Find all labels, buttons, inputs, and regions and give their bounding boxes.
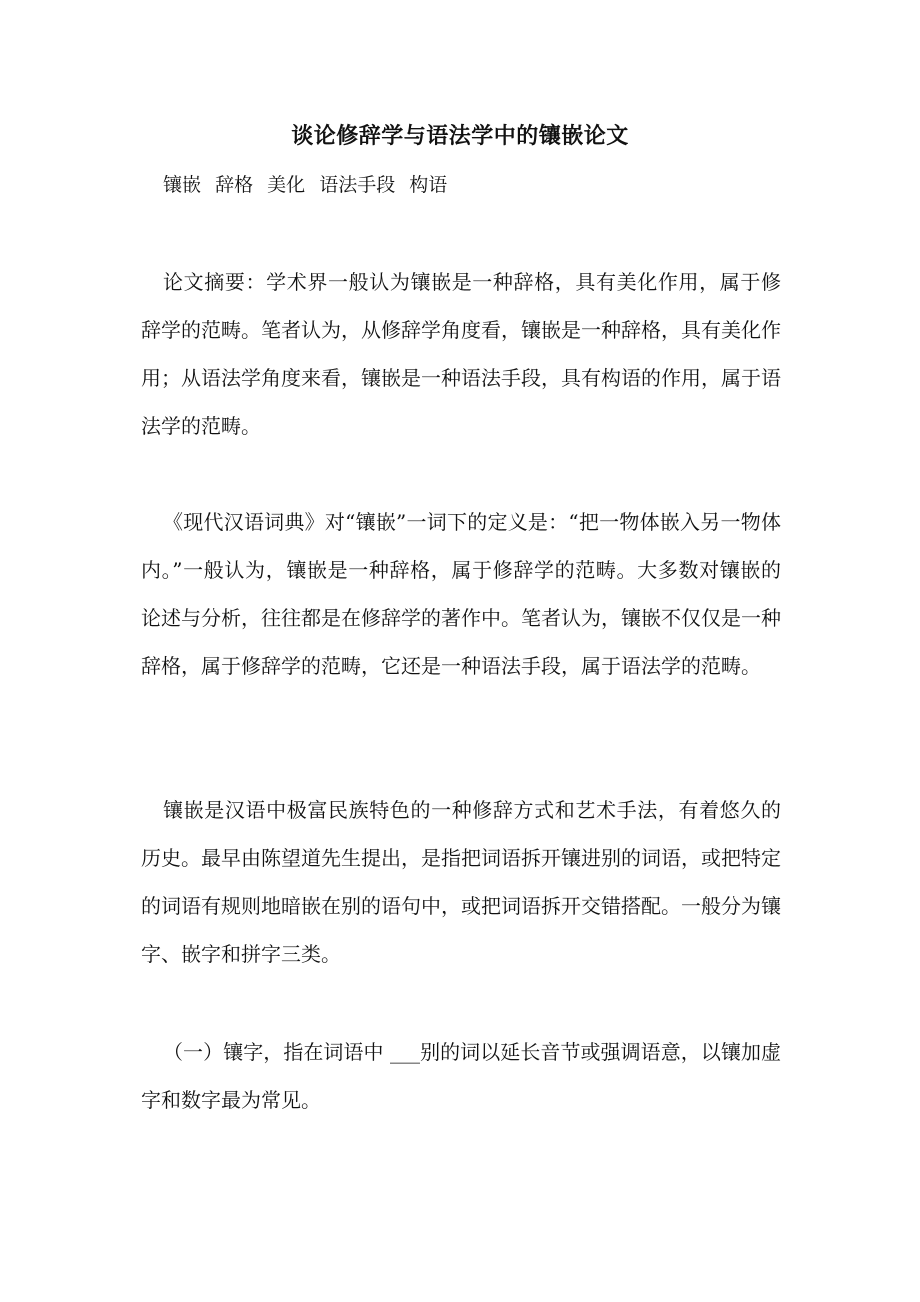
keyword: 辞格 — [215, 174, 254, 196]
section-one-paragraph: （一）镶字，指在词语中 ___别的词以延长音节或强调语意，以镶加虚字和数字最为常见。 — [141, 1040, 781, 1112]
history-paragraph: 镶嵌是汉语中极富民族特色的一种修辞方式和艺术手法，有着悠久的历史。最早由陈望道先生提出，是指把词语拆开镶进别的词语，或把特定的词语有规则地暗嵌在别的语句中，或把词语拆开交错搭配。一般分为镶字、嵌字和拼字三类。 — [141, 798, 781, 966]
keyword: 美化 — [267, 174, 306, 196]
abstract-paragraph: 论文摘要：学术界一般认为镶嵌是一种辞格，具有美化作用，属于修辞学的范畴。笔者认为，从修辞学角度看，镶嵌是一种辞格，具有美化作用；从语法学角度来看，镶嵌是一种语法手段，具有构语的作用，属于语法学的范畴。 — [141, 270, 781, 438]
document-title: 谈论修辞学与语法学中的镶嵌论文 — [291, 123, 629, 149]
keyword: 语法手段 — [319, 174, 396, 196]
keywords-line — [163, 170, 455, 200]
keyword: 构语 — [409, 174, 448, 196]
keyword: 镶嵌 — [163, 174, 202, 196]
definition-paragraph: 《现代汉语词典》对“镶嵌”一词下的定义是：“把一物体嵌入另一物体内。”一般认为，镶嵌是一种辞格，属于修辞学的范畴。大多数对镶嵌的论述与分析，往往都是在修辞学的著作中。笔者认为，镶嵌不仅仅是一种辞格，属于修辞学的范畴，它还是一种语法手段，属于语法学的范畴。 — [141, 510, 781, 678]
